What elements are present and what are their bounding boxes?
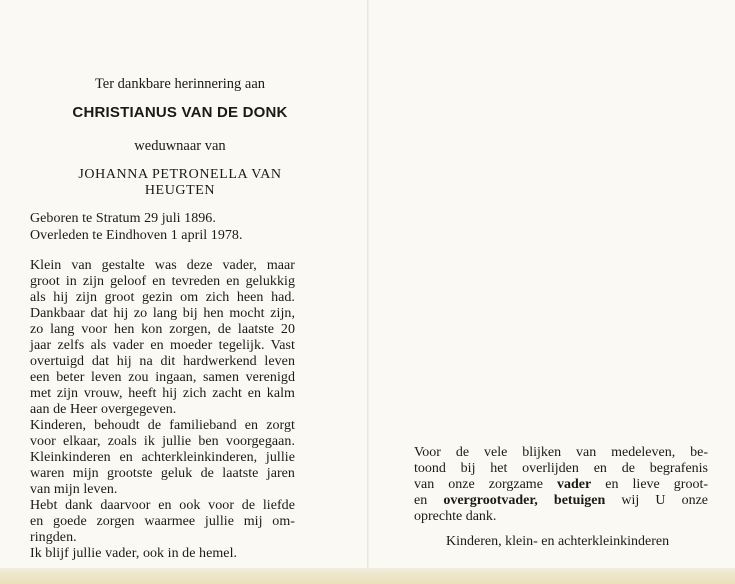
spouse-name-line2: HEUGTEN (144, 183, 216, 198)
text-line: als hij zijn groot gezin om zich heen had. (30, 290, 295, 305)
thanks-bold-word: betuigen (553, 493, 606, 508)
text-line: zo lang voor hen kon zorgen, de laatste 20 (30, 322, 295, 337)
thanks-line: toond bij het overlijden en de begrafenis (414, 461, 708, 476)
thanks-bold-word: overgrootvader, (443, 493, 538, 508)
thanks-segment: en (414, 493, 428, 508)
text-line: Hebt dank daarvoor en ook voor de liefde (30, 498, 295, 513)
text-line: waren mijn grootste geluk de laatste jaren (30, 466, 295, 481)
card-bottom-edge (0, 568, 735, 584)
thanks-segment: en lieve groot- (605, 477, 709, 492)
text-line: overtuigd dat hij na dit hardwerkend leven (30, 354, 295, 369)
deceased-name: CHRISTIANUS VAN DE DONK (72, 104, 288, 121)
text-line: Dankbaar dat hij zo lang bij hen mocht zijn, (30, 306, 295, 321)
text-line: aan de Heer overgegeven. (30, 402, 177, 417)
thanks-line (414, 493, 708, 509)
text-line: met zijn vrouw, heeft hij zich zacht en kalm (30, 386, 295, 401)
thanks-bold-word: vader (556, 477, 592, 492)
text-line: groot in zijn geloof en tevreden en gelukkig (30, 274, 295, 289)
thanks-line (414, 477, 708, 493)
thanks-line: Voor de vele blijken van medeleven, be- (414, 445, 708, 460)
thanks-segment: van onze zorgzame (414, 477, 543, 492)
signature: Kinderen, klein- en achterkleinkinderen (446, 534, 670, 549)
birth-line: Geboren te Stratum 29 juli 1896. (30, 211, 216, 226)
text-line: en goede zorgen waarmee jullie mij om- (30, 514, 295, 529)
text-line: een beter leven zou ingaan, samen verenigd (30, 370, 295, 385)
text-line: ringden. (30, 530, 77, 545)
thanks-segment: wij U onze (621, 493, 709, 508)
card-fold (367, 0, 369, 584)
text-line: Ik blijf jullie vader, ook in de hemel. (30, 546, 238, 561)
thanks-line: oprechte dank. (414, 509, 497, 524)
text-line: jaar zelfs als vader en moeder tegelijk. Vast (30, 338, 295, 353)
text-line: van mijn leven. (30, 482, 118, 497)
relation-line: weduwnaar van (134, 138, 226, 154)
text-line: voor elkaar, zoals ik jullie ben voorgegaan. (30, 434, 295, 449)
text-line: Kinderen, behoudt de familieband en zorgt (30, 418, 295, 433)
text-line: Kleinkinderen en achterkleinkinderen, jullie (30, 450, 295, 465)
spouse-name-line1: JOHANNA PETRONELLA VAN (78, 167, 282, 182)
text-line: Klein van gestalte was deze vader, maar (30, 258, 295, 273)
intro-line: Ter dankbare herinnering aan (94, 76, 266, 92)
death-line: Overleden te Eindhoven 1 april 1978. (30, 228, 243, 243)
